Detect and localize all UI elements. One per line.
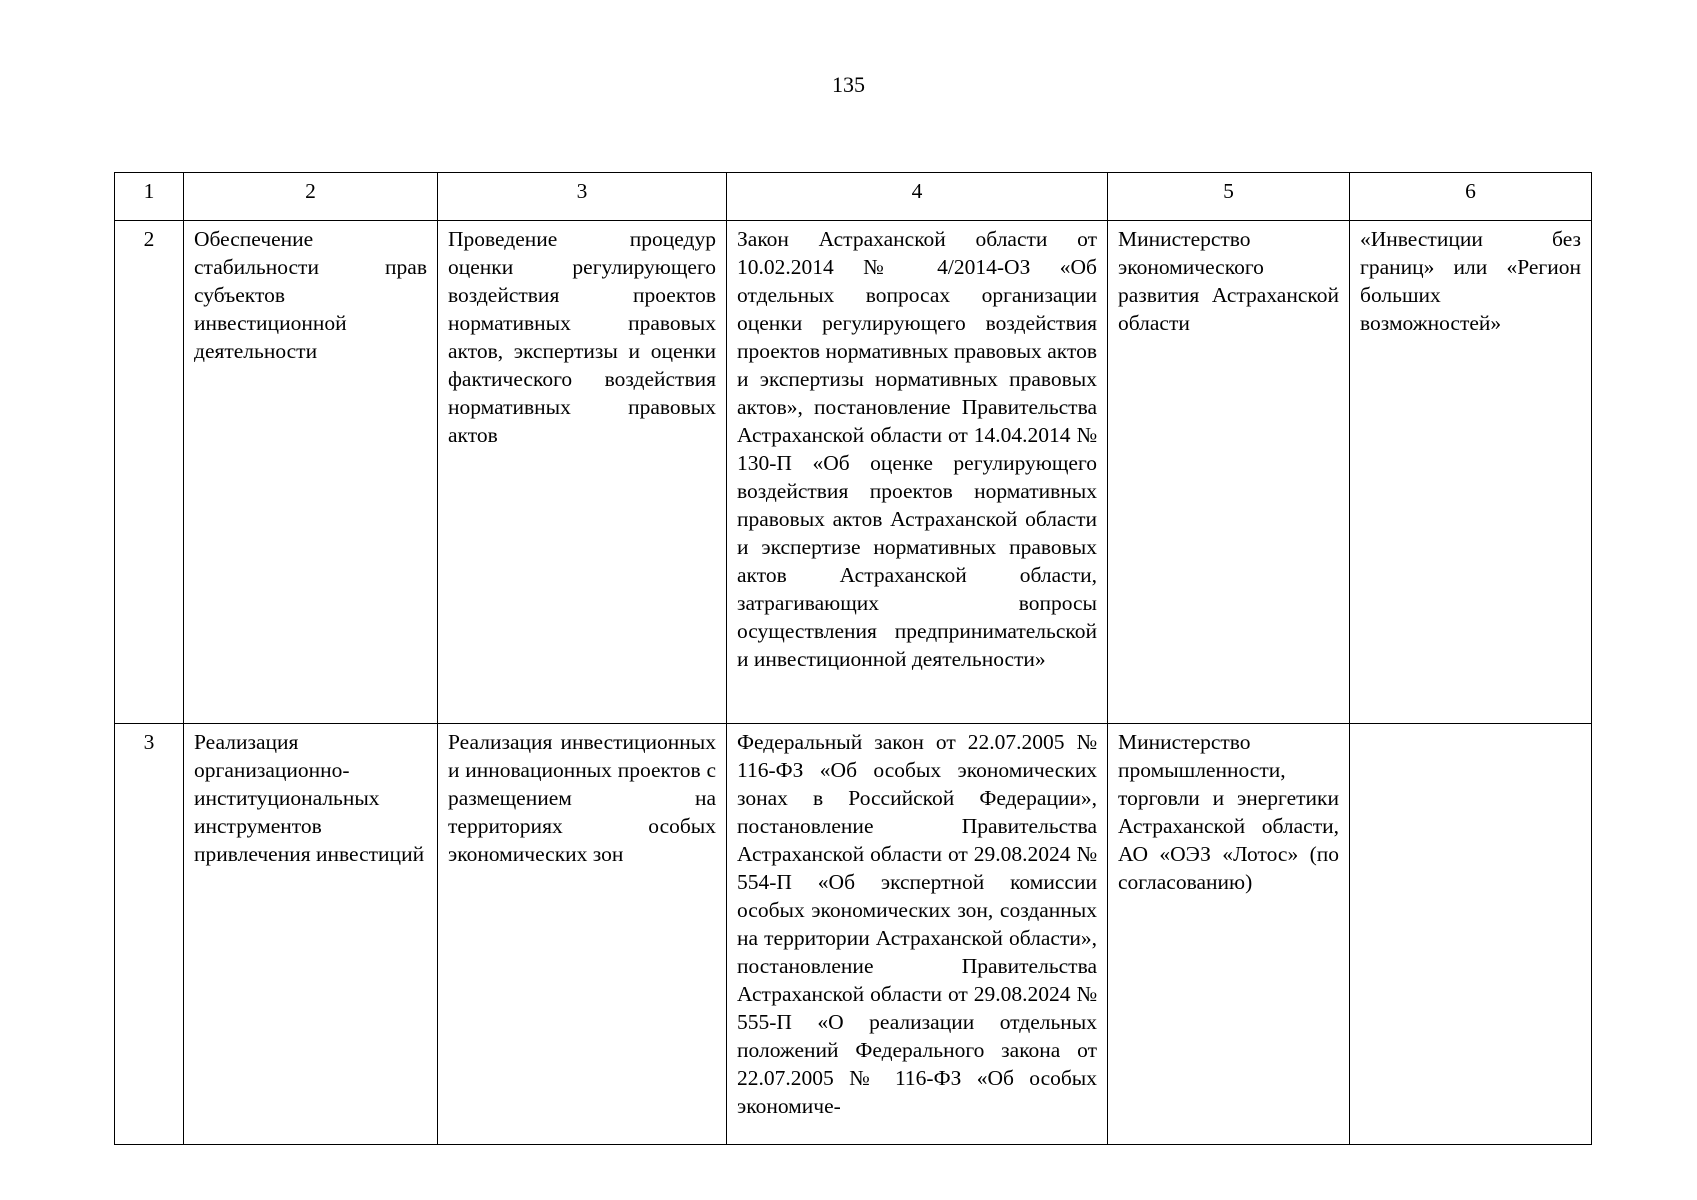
header-cell-3: 3 [438,173,727,221]
executor-cell: Министерство экономического развития Астраханской области [1108,221,1350,724]
executor-cell: Министерство промышленности, торговли и энергетики Астраханской области, АО «ОЭЗ «Лотос» (по согласованию) [1108,724,1350,1145]
legal-basis-cell: Закон Астраханской области от 10.02.2014 № 4/2014-ОЗ «Об отдельных вопросах организации оценки регулирующего воздействия проектов нормативных правовых актов и экспертизы нормативных правовых актов», постановление Правительства Астраханской области от 14.04.2014 № 130-П «Об оценке регулирующего воздействия проектов нормативных правовых актов Астраханской области и экспертизе нормативных правовых актов Астраханской области, затрагивающих вопросы осуществления предпринимательской и инвестиционной деятельности» [727,221,1108,724]
table-header-row [115,173,1592,221]
page-number: 135 [832,72,865,97]
task-cell: Реализация организационно-институциональных инструментов привлечения инвестиций [184,724,438,1145]
table-row [115,724,1592,1145]
header-cell-1: 1 [115,173,184,221]
program-cell [1350,724,1592,1145]
header-cell-2: 2 [184,173,438,221]
row-number: 3 [115,724,184,1145]
measures-table [114,172,1592,1145]
legal-basis-cell: Федеральный закон от 22.07.2005 № 116-ФЗ «Об особых экономических зонах в Российской Федерации», постановление Правительства Астраханской области от 29.08.2024 № 554-П «Об экспертной комиссии особых экономических зон, созданных на территории Астраханской области», постановление Правительства Астраханской области от 29.08.2024 № 555-П «О реализации отдельных положений Федерального закона от 22.07.2005 № 116-ФЗ «Об особых экономиче- [727,724,1108,1145]
header-cell-6: 6 [1350,173,1592,221]
measure-cell: Реализация инвестиционных и инновационных проектов с размещением на территориях особых экономических зон [438,724,727,1145]
row-number: 2 [115,221,184,724]
header-cell-4: 4 [727,173,1108,221]
task-cell: Обеспечение стабильности прав субъектов инвестиционной деятельности [184,221,438,724]
header-cell-5: 5 [1108,173,1350,221]
table-row [115,221,1592,724]
measure-cell: Проведение процедур оценки регулирующего воздействия проектов нормативных правовых актов, экспертизы и оценки фактического воздействия нормативных правовых актов [438,221,727,724]
program-cell: «Инвестиции без границ» или «Регион больших возможностей» [1350,221,1592,724]
